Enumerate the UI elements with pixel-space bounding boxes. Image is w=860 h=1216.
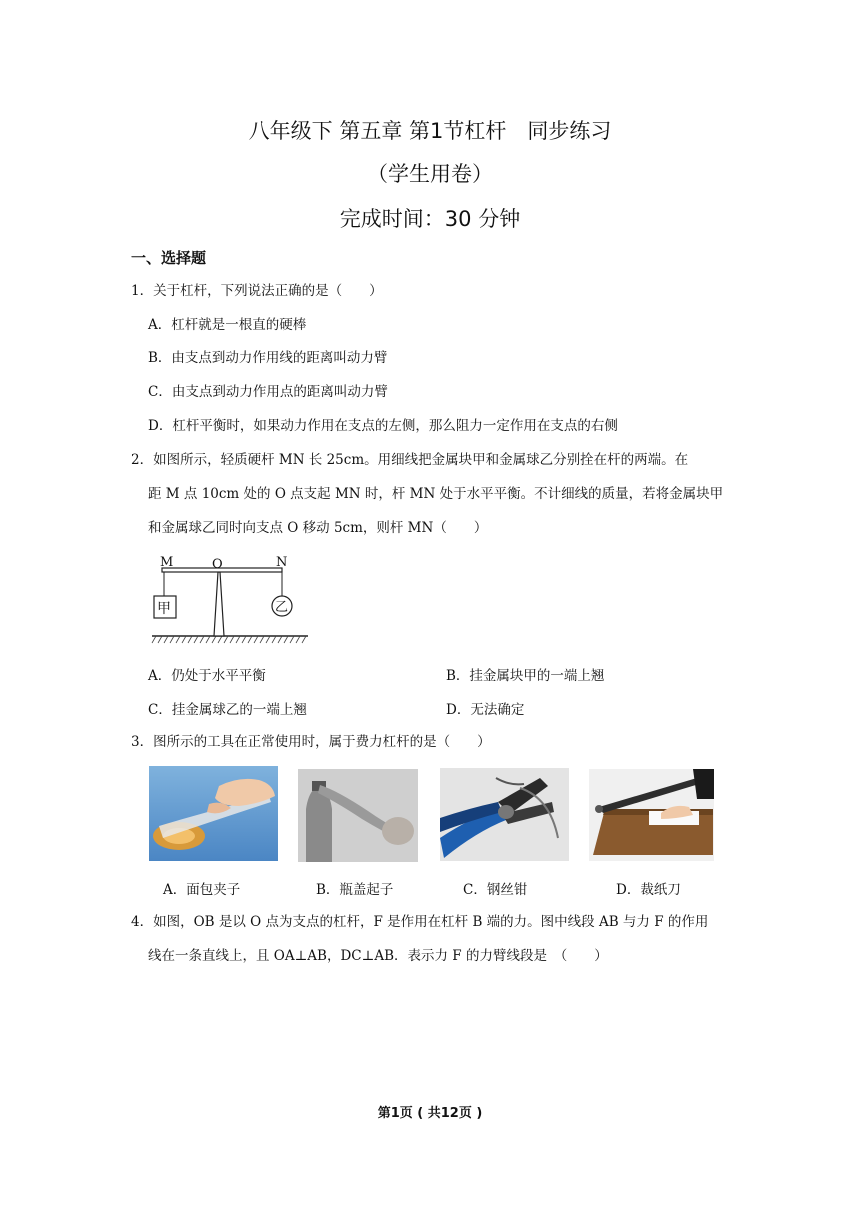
label-m: M (160, 555, 174, 570)
bread-tongs-image (149, 766, 278, 861)
page-title: 八年级下 第五章 第1节杠杆 同步练习 (248, 119, 612, 143)
time-limit: 完成时间：30 分钟 (339, 207, 521, 231)
pliers-image (440, 768, 569, 861)
question-3-option-a: A．面包夹子 (163, 882, 241, 898)
section-heading: 一、选择题 (131, 249, 207, 267)
block-label: 甲 (157, 601, 171, 617)
question-1-option-d: D．杠杆平衡时，如果动力作用在支点的左侧，那么阻力一定作用在支点的右侧 (148, 418, 618, 434)
page-subtitle: （学生用卷） (367, 162, 493, 186)
question-2-option-a: A．仍处于水平平衡 (148, 668, 266, 684)
question-4-line-2: 线在一条直线上，且 OA⊥AB，DC⊥AB．表示力 F 的力臂线段是 （ ） (148, 948, 608, 964)
question-1-option-b: B．由支点到动力作用线的距离叫动力臂 (148, 350, 388, 366)
bottle-opener-image (298, 769, 418, 862)
question-3-option-d: D．裁纸刀 (616, 882, 681, 898)
question-4-line-1: 4．如图，OB 是以 O 点为支点的杠杆，F 是作用在杠杆 B 端的力。图中线段 AB 与力 F 的作用 (131, 914, 709, 930)
lever-figure (150, 552, 310, 646)
question-2-line-1: 2．如图所示，轻质硬杆 MN 长 25cm。用细线把金属块甲和金属球乙分别拴在杆的两端。在 (131, 452, 689, 468)
question-3-option-c: C．钢丝钳 (463, 882, 528, 898)
paper-cutter-image (589, 769, 714, 861)
question-2-option-d: D．无法确定 (446, 702, 525, 718)
question-1-stem: 1．关于杠杆，下列说法正确的是（ ） (131, 283, 383, 299)
question-1-option-a: A．杠杆就是一根直的硬棒 (148, 317, 307, 333)
question-1-option-c: C．由支点到动力作用点的距离叫动力臂 (148, 384, 388, 400)
question-3-stem: 3．图所示的工具在正常使用时，属于费力杠杆的是（ ） (131, 734, 491, 750)
ball-label: 乙 (275, 600, 289, 615)
label-n: N (276, 555, 288, 570)
label-o: O (212, 557, 223, 572)
question-2-line-2: 距 M 点 10cm 处的 O 点支起 MN 时，杆 MN 处于水平平衡。不计细线的质量，若将金属块甲 (148, 486, 724, 502)
question-2-option-c: C．挂金属球乙的一端上翘 (148, 702, 307, 718)
question-3-option-b: B．瓶盖起子 (316, 882, 394, 898)
page-number: 第1页 ( 共12页 ) (377, 1106, 483, 1121)
question-2-option-b: B．挂金属块甲的一端上翘 (446, 668, 605, 684)
question-2-line-3: 和金属球乙同时向支点 O 移动 5cm，则杆 MN（ ） (148, 520, 488, 536)
